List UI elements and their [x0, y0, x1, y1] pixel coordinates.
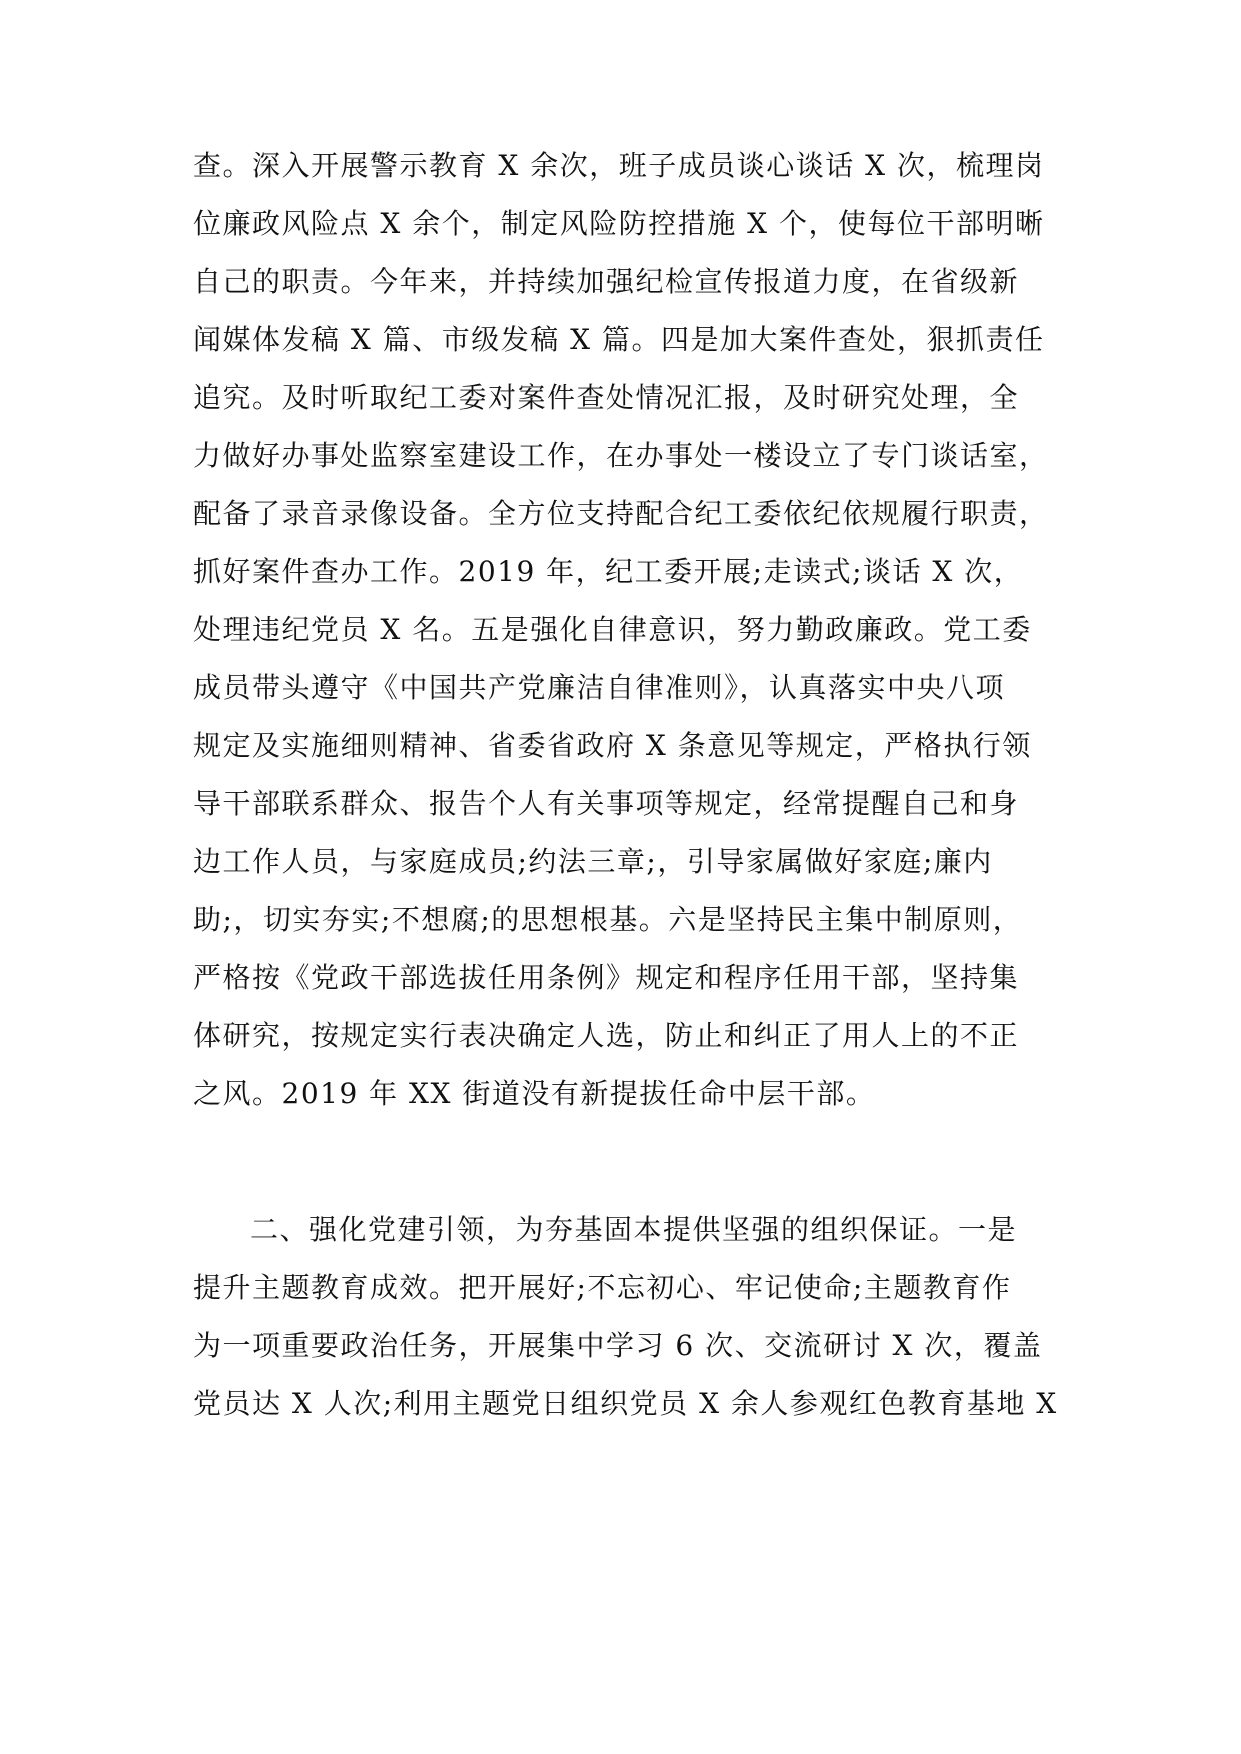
- text-line: 严格按《党政干部选拔任用条例》规定和程序任用干部，坚持集: [193, 961, 1020, 994]
- text-line: 提升主题教育成效。把开展好;不忘初心、牢记使命;主题教育作: [193, 1271, 1012, 1304]
- text-line: 二、强化党建引领，为夯基固本提供坚强的组织保证。一是: [250, 1213, 1018, 1246]
- text-line: 助;，切实夯实;不想腐;的思想根基。六是坚持民主集中制原则，: [193, 903, 1023, 936]
- text-line: 为一项重要政治任务，开展集中学习 6 次、交流研讨 X 次，覆盖: [193, 1329, 1043, 1362]
- text-line: 自己的职责。今年来，并持续加强纪检宣传报道力度，在省级新: [193, 265, 1020, 298]
- text-line: 成员带头遵守《中国共产党廉洁自律准则》，认真落实中央八项: [193, 671, 1006, 704]
- text-line: 配备了录音录像设备。全方位支持配合纪工委依纪依规履行职责，: [193, 497, 1049, 530]
- text-line: 处理违纪党员 X 名。五是强化自律意识，努力勤政廉政。党工委: [193, 613, 1032, 646]
- text-line: 党员达 X 人次;利用主题党日组织党员 X 余人参观红色教育基地 X: [193, 1387, 1058, 1420]
- text-line: 位廉政风险点 X 余个，制定风险防控措施 X 个，使每位干部明晰: [193, 207, 1045, 240]
- text-line: 查。深入开展警示教育 X 余次，班子成员谈心谈话 X 次，梳理岗: [193, 149, 1045, 182]
- text-line: 力做好办事处监察室建设工作，在办事处一楼设立了专门谈话室，: [193, 439, 1049, 472]
- text-line: 追究。及时听取纪工委对案件查处情况汇报，及时研究处理，全: [193, 381, 1020, 414]
- text-line: 抓好案件查办工作。2019 年，纪工委开展;走读式;谈话 X 次，: [193, 555, 1024, 588]
- text-line: 之风。2019 年 XX 街道没有新提拔任命中层干部。: [193, 1077, 876, 1110]
- text-line: 边工作人员，与家庭成员;约法三章;，引导家属做好家庭;廉内: [193, 845, 993, 878]
- text-line: 体研究，按规定实行表决确定人选，防止和纠正了用人上的不正: [193, 1019, 1020, 1052]
- text-line: 闻媒体发稿 X 篇、市级发稿 X 篇。四是加大案件查处，狠抓责任: [193, 323, 1045, 356]
- text-line: 规定及实施细则精神、省委省政府 X 条意见等规定，严格执行领: [193, 729, 1032, 762]
- text-line: 导干部联系群众、报告个人有关事项等规定，经常提醒自己和身: [193, 787, 1020, 820]
